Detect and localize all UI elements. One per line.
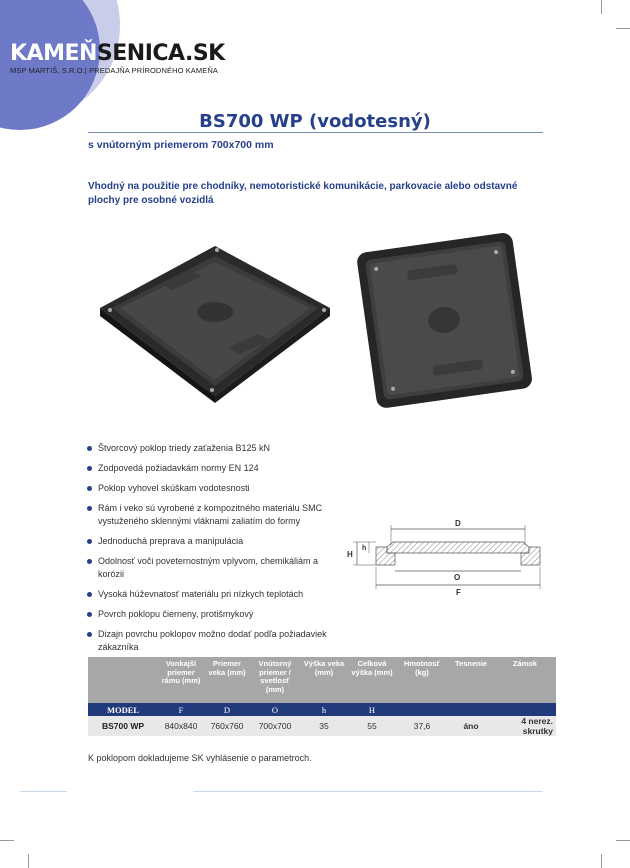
feature-item: Odolnosť voči poveternostným vplyvom, chemikáliám a korózii [86, 555, 336, 581]
value-cell: 840x840 [158, 716, 204, 736]
product-photo-perspective [90, 238, 340, 403]
feature-item: Rám i veko sú vyrobené z kompozitného materiálu SMC vystuženého sklennými vláknami zaliatím do formy [86, 502, 336, 528]
feature-item: Vysoká húževnatosť materiálu pri nízkych teplotách [86, 588, 336, 601]
product-photo-top [352, 228, 537, 413]
label-o: O [454, 573, 461, 582]
crop-mark [601, 854, 602, 868]
spec-table [88, 657, 556, 736]
crop-mark [616, 28, 630, 29]
symbol-cell: F [158, 703, 204, 716]
feature-item: Zodpovedá požiadavkám normy EN 124 [86, 462, 336, 475]
declaration-note: K poklopom dokladujeme SK vyhlásenie o parametroch. [88, 753, 312, 763]
header-cell: Priemer veka (mm) [204, 657, 250, 703]
product-title: BS700 WP (vodotesný) [199, 111, 431, 132]
symbol-cell: O [250, 703, 300, 716]
logo-part2: SENICA.SK [96, 41, 225, 66]
table-header-row [88, 657, 556, 703]
label-f: F [456, 588, 461, 597]
model-cell: BS700 WP [88, 716, 158, 736]
logo-part1: KAMEŇ [10, 41, 97, 66]
product-subtitle: s vnútorným priemerom 700x700 mm [88, 139, 274, 151]
header-cell: Vnútorný priemer / svetlosť (mm) [250, 657, 300, 703]
symbol-cell: H [348, 703, 396, 716]
feature-item: Jednoduchá preprava a manipulácia [86, 535, 336, 548]
crop-mark [616, 840, 630, 841]
value-cell: áno [448, 716, 494, 736]
label-h-total: H [347, 550, 353, 559]
feature-list [86, 442, 336, 661]
crop-mark [28, 854, 29, 868]
feature-item: Povrch poklopu čierneny, protišmykový [86, 608, 336, 621]
title-divider [88, 132, 543, 133]
symbol-cell: h [300, 703, 348, 716]
crop-mark [601, 0, 602, 14]
value-cell: 700x700 [250, 716, 300, 736]
table-row [88, 716, 556, 736]
cross-section-diagram [343, 515, 558, 605]
header-cell: Výška veka (mm) [300, 657, 348, 703]
symbol-cell [494, 703, 556, 716]
label-d: D [455, 519, 461, 528]
header-cell: Hmotnosť (kg) [396, 657, 448, 703]
header-cell: Zámok [494, 657, 556, 703]
crop-mark [0, 840, 14, 841]
value-cell: 55 [348, 716, 396, 736]
value-cell: 37,6 [396, 716, 448, 736]
feature-item: Štvorcový poklop triedy zaťaženia B125 kN [86, 442, 336, 455]
table-symbol-row [88, 703, 556, 716]
value-cell: 4 nerez. skrutky [494, 716, 556, 736]
header-cell [88, 657, 158, 703]
symbol-cell: MODEL [88, 703, 158, 716]
header-cell: Tesnenie [448, 657, 494, 703]
value-cell: 35 [300, 716, 348, 736]
feature-item: Poklop vyhovel skúškam vodotesnosti [86, 482, 336, 495]
symbol-cell [448, 703, 494, 716]
header-cell: Celková výška (mm) [348, 657, 396, 703]
value-cell: 760x760 [204, 716, 250, 736]
footer-rule [193, 791, 543, 792]
brand-tagline: MSP MARTIŠ, S.R.O.| PREDAJŇA PRÍRODNÉHO KAMEŇA [10, 66, 218, 75]
symbol-cell: D [204, 703, 250, 716]
label-h-lid: h [362, 545, 367, 552]
symbol-cell [396, 703, 448, 716]
product-intro: Vhodný na použitie pre chodníky, nemotoristické komunikácie, parkovacie alebo odstavné plochy pre osobné vozidlá [88, 181, 518, 206]
brand-logo [10, 41, 225, 66]
header-cell: Vonkajší priemer rámu (mm) [158, 657, 204, 703]
feature-item: Dizajn povrchu poklopov možno dodať podľa požiadaviek zákazníka [86, 628, 336, 654]
footer-rule [20, 791, 67, 792]
